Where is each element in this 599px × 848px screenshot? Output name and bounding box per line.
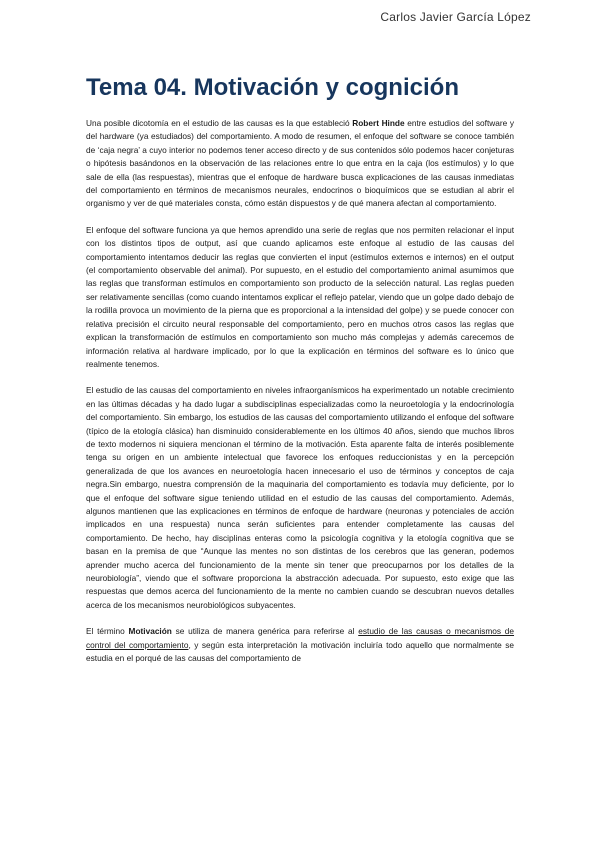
paragraph-2: El enfoque del software funciona ya que hemos aprendido una serie de reglas que nos permiten relacionar el input con los distintos tipos de output, así que cuando aplicamos este enfoque al estudio de las causas del comportamiento intentamos deducir las reglas que convierten el input (estímulos externos e internos) en el output (el comportamiento observable del animal). Por supuesto, en el estudio del comportamiento animal asumimos que las reglas que transforman estímulos en comportamiento son producto de la selección natural. Las reglas pueden ser relativamente sencillas (como cuando intentamos explicar el reflejo patelar, viendo que un golpe dado debajo de la rodilla provoca un movimiento de la pierna que es proporcional a la intensidad del golpe) y se puede conocer con relativa precisión el circuito neural responsable del comportamiento, pero en muchos otros casos las reglas que explican la transformación de estímulos en comportamiento son mucho más complejas y además carecemos de información relativa al hardware implicado, por lo que la explicación en términos del software es lo único que realmente tenemos. bbox=[86, 224, 514, 369]
underlined-definition: estudio de las causas o mecanismos de control del comportamiento bbox=[86, 626, 515, 650]
document-body bbox=[86, 117, 514, 665]
paragraph-4-text-b: se utiliza de manera genérica para referirse al bbox=[171, 626, 359, 637]
paragraph-1 bbox=[86, 117, 514, 211]
bold-term-motivacion: Motivación bbox=[128, 626, 172, 637]
paragraph-4 bbox=[86, 625, 514, 665]
paragraph-1-text-b: entre estudios del software y del hardware (ya estudiados) del comportamiento. A modo de resumen, el enfoque del software se conoce también de ‘caja negra’ a cuyo interior no podemos tener acceso directo y de sus contenidos sólo podemos hacer conjeturas o hipótesis basándonos en la observación de las relaciones entre lo que entra en la caja (los estímulos) y lo que sale de ella (las respuestas), mientras que el enfoque de hardware busca explicaciones de las causas inmediatas del comportamiento en términos de mecanismos neurales, endocrinos o bioquímicos que se estudian al abrir el organismo y ver de qué materiales consta, cómo están dispuestos y de qué manera afectan al comportamiento. bbox=[86, 118, 514, 209]
page-header-author: Carlos Javier García López bbox=[380, 10, 531, 24]
paragraph-4-text-c: , y según esta interpretación la motivación incluiría todo aquello que normalmente se estudia en el porqué de las causas del comportamiento de bbox=[86, 639, 515, 664]
paragraph-1-text-a: Una posible dicotomía en el estudio de las causas es la que estableció bbox=[86, 118, 353, 128]
paragraph-4-text-a: El término bbox=[86, 626, 129, 637]
page-title: Tema 04. Motivación y cognición bbox=[86, 74, 459, 101]
paragraph-3: El estudio de las causas del comportamiento en niveles infraorganísmicos ha experimentado un notable crecimiento en las últimas décadas y ha dado lugar a subdisciplinas especializadas como la neuroetología y la endocrinología del comportamiento. Sin embargo, los estudios de las causas del comportamiento utilizando el enfoque del software (típico de la etología clásica) han disminuido considerablemente en los últimos 40 años, siendo que muchos libros de texto modernos ni siquiera mencionan el término de la motivación. Esta aparente falta de interés posiblemente tenga su origen en un ambiente intelectual que favorece los enfoques reduccionistas y en la percepción generalizada de que los avances en neuroetología hacen innecesario el uso de términos y conceptos de caja negra.Sin embargo, nuestra comprensión de la maquinaria del comportamiento es todavía muy deficiente, por lo que el enfoque del software sigue teniendo utilidad en el estudio de las causas del comportamiento. Además, algunos mantienen que las explicaciones en términos de enfoque de hardware (neuronas y potenciales de acción implicados en una respuesta) nunca serán suficientes para entender completamente las causas del comportamiento. De hecho, hay disciplinas enteras como la psicología cognitiva y la etología cognitiva que se basan en la premisa de que “Aunque las mentes no son distintas de los cerebros que las generan, podemos aprender mucho acerca del funcionamiento de la mente sin tener que preocuparnos por los detalles de la neurobiología”, viendo que el software proporciona la abstracción adecuada. Por supuesto, esto exige que las respuestas que demos acerca del funcionamiento de la mente no cambien cuando se descubran nuevos detalles acerca de los mecanismos neurobiológicos subyacentes. bbox=[86, 385, 514, 610]
bold-name-robert-hinde: Robert Hinde bbox=[352, 118, 405, 128]
